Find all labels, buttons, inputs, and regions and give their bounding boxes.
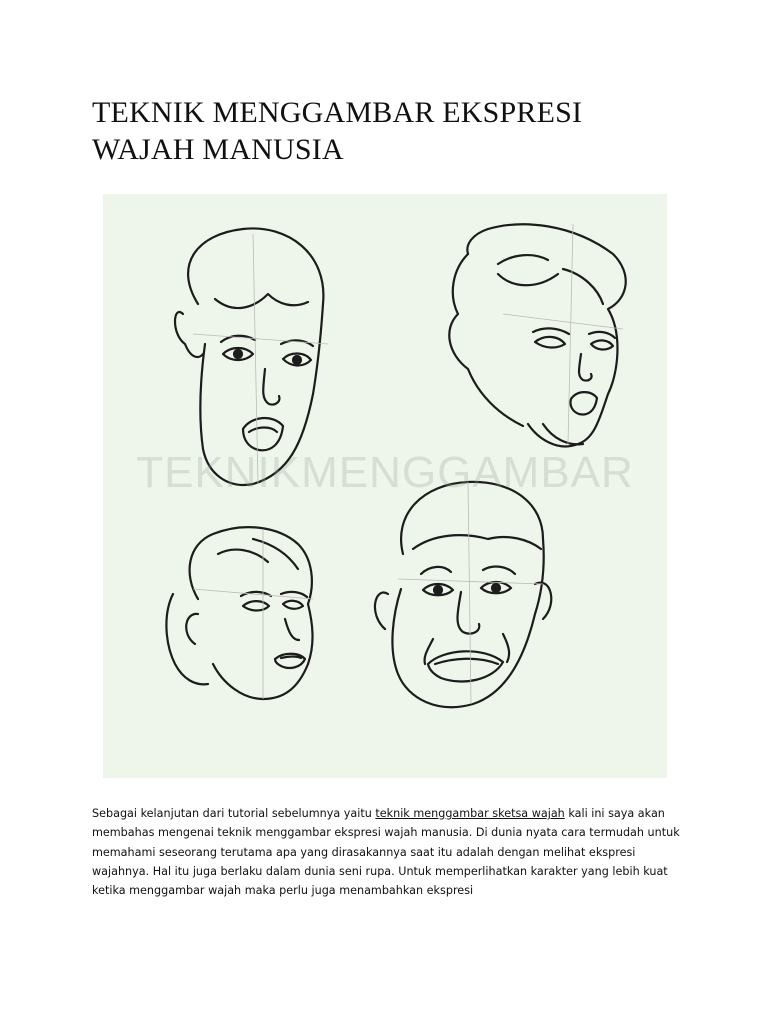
intro-paragraph <box>92 804 682 900</box>
face-surprised-woman-sketch <box>449 224 625 446</box>
paragraph-text-start: Sebagai kelanjutan dari tutorial sebelumnya yaitu <box>92 807 376 820</box>
face-sketches-illustration <box>103 194 667 778</box>
paragraph-text-end: kali ini saya akan membahas mengenai teknik menggambar ekspresi wajah manusia. Di dunia nyata cara termudah untuk memahami seseorang terutama apa yang dirasakannya saat itu adalah dengan melihat ekspresi wajahnya. Hal itu juga berlaku dalam dunia seni rupa. Untuk memperlihatkan karakter yang lebih kuat ketika menggambar wajah maka perlu juga menambahkan ekspresi <box>92 807 680 898</box>
face-shocked-man-sketch <box>175 228 323 484</box>
page-title: TEKNIK MENGGAMBAR EKSPRESI WAJAH MANUSIA <box>92 96 583 166</box>
face-woman-profile-sketch <box>166 527 312 699</box>
face-distressed-man-sketch <box>375 482 551 707</box>
watermark-text: TEKNIKMENGGAMBAR <box>136 448 634 497</box>
sketch-tutorial-link[interactable]: teknik menggambar sketsa wajah <box>375 807 565 820</box>
